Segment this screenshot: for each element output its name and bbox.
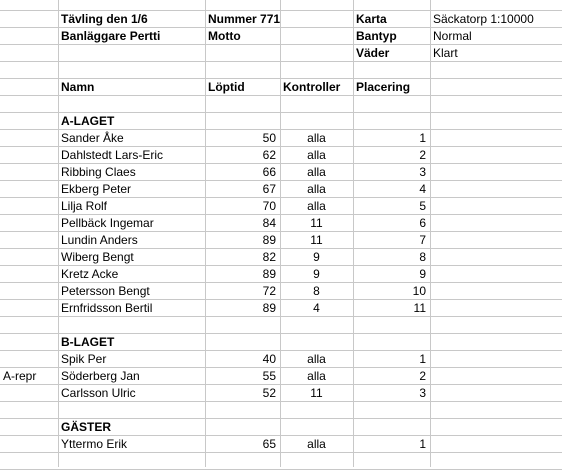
cell-runner-name[interactable]: Carlsson Ulric: [61, 386, 136, 400]
cell-loptid[interactable]: 72: [262, 284, 276, 298]
cell-loptid[interactable]: 50: [262, 131, 276, 145]
cell-loptid[interactable]: 84: [262, 216, 276, 230]
cell-note[interactable]: [0, 198, 58, 215]
cell-placering[interactable]: 6: [419, 216, 426, 230]
cell-loptid[interactable]: 40: [262, 352, 276, 366]
cell-runner-name[interactable]: Sander Åke: [61, 131, 124, 145]
cell-note[interactable]: [0, 249, 58, 266]
cell-loptid[interactable]: 52: [262, 386, 276, 400]
cell-kontroller[interactable]: alla: [307, 437, 326, 451]
cell-note[interactable]: [0, 351, 58, 368]
cell-vader-value[interactable]: Klart: [433, 46, 458, 60]
cell-tavling[interactable]: Tävling den 1/6: [61, 12, 148, 26]
cell-kontroller[interactable]: alla: [307, 199, 326, 213]
cell-runner-name[interactable]: Kretz Acke: [61, 267, 119, 281]
cell-kontroller[interactable]: 11: [310, 216, 323, 230]
column-header-loptid[interactable]: Löptid: [208, 80, 245, 94]
gridline-vertical: [430, 0, 431, 467]
cell-runner-name[interactable]: Yttermo Erik: [61, 437, 128, 451]
group-title[interactable]: B-LAGET: [61, 335, 115, 349]
cell-banlaggare[interactable]: Banläggare Pertti: [61, 29, 161, 43]
cell-loptid[interactable]: 89: [262, 267, 276, 281]
column-header-namn[interactable]: Namn: [61, 80, 95, 94]
cell-runner-name[interactable]: Dahlstedt Lars-Eric: [61, 148, 164, 162]
cell-note[interactable]: [0, 164, 58, 181]
group-title[interactable]: GÄSTER: [61, 420, 112, 434]
cell-kontroller[interactable]: alla: [307, 369, 326, 383]
cell-placering[interactable]: 5: [419, 199, 426, 213]
cell-placering[interactable]: 9: [419, 267, 426, 281]
cell-placering[interactable]: 1: [419, 131, 426, 145]
cell-note[interactable]: [0, 147, 58, 164]
cell-runner-name[interactable]: Ribbing Claes: [61, 165, 136, 179]
cell-note[interactable]: [0, 283, 58, 300]
cell-nummer[interactable]: Nummer 771: [208, 12, 281, 26]
cell-placering[interactable]: 7: [419, 233, 426, 247]
cell-loptid[interactable]: 70: [262, 199, 276, 213]
cell-bantyp-label[interactable]: Bantyp: [356, 29, 397, 43]
cell-kontroller[interactable]: 9: [313, 267, 320, 281]
cell-kontroller[interactable]: 8: [313, 284, 320, 298]
cell-placering[interactable]: 8: [419, 250, 426, 264]
cell-placering[interactable]: 2: [419, 369, 426, 383]
cell-runner-name[interactable]: Ernfridsson Bertil: [61, 301, 153, 315]
cell-kontroller[interactable]: alla: [307, 182, 326, 196]
cell-placering[interactable]: 10: [412, 284, 426, 298]
cell-kontroller[interactable]: 9: [313, 250, 320, 264]
cell-karta-label[interactable]: Karta: [356, 12, 387, 26]
cell-kontroller[interactable]: 11: [310, 233, 323, 247]
cell-motto[interactable]: Motto: [208, 29, 241, 43]
cell-placering[interactable]: 1: [419, 437, 426, 451]
cell-kontroller[interactable]: 4: [313, 301, 320, 315]
cell-loptid[interactable]: 62: [262, 148, 276, 162]
cell-note[interactable]: [0, 385, 58, 402]
cell-kontroller[interactable]: alla: [307, 131, 326, 145]
cell-loptid[interactable]: 67: [262, 182, 276, 196]
cell-runner-name[interactable]: Lilja Rolf: [61, 199, 108, 213]
cell-loptid[interactable]: 89: [262, 301, 276, 315]
column-header-placering[interactable]: Placering: [356, 80, 411, 94]
cell-runner-name[interactable]: Petersson Bengt: [61, 284, 150, 298]
cell-loptid[interactable]: 82: [262, 250, 276, 264]
cell-note[interactable]: [0, 215, 58, 232]
group-title[interactable]: A-LAGET: [61, 114, 115, 128]
cell-note[interactable]: [0, 266, 58, 283]
column-header-kontroller[interactable]: Kontroller: [283, 80, 341, 94]
cell-placering[interactable]: 3: [419, 386, 426, 400]
cell-karta-value[interactable]: Säckatorp 1:10000: [433, 12, 534, 26]
cell-placering[interactable]: 3: [419, 165, 426, 179]
cell-note[interactable]: [0, 436, 58, 453]
cell-runner-name[interactable]: Wiberg Bengt: [61, 250, 134, 264]
cell-note[interactable]: A-repr: [3, 369, 37, 383]
cell-kontroller[interactable]: alla: [307, 352, 326, 366]
cell-kontroller[interactable]: alla: [307, 165, 326, 179]
cell-runner-name[interactable]: Lundin Anders: [61, 233, 138, 247]
cell-loptid[interactable]: 55: [262, 369, 276, 383]
cell-note[interactable]: [0, 300, 58, 317]
cell-loptid[interactable]: 89: [262, 233, 276, 247]
cell-runner-name[interactable]: Spik Per: [61, 352, 107, 366]
cell-loptid[interactable]: 65: [262, 437, 276, 451]
cell-note[interactable]: [0, 130, 58, 147]
cell-placering[interactable]: 4: [419, 182, 426, 196]
cell-note[interactable]: [0, 232, 58, 249]
cell-runner-name[interactable]: Pellbäck Ingemar: [61, 216, 154, 230]
cell-placering[interactable]: 2: [419, 148, 426, 162]
cell-note[interactable]: [0, 181, 58, 198]
cell-loptid[interactable]: 66: [262, 165, 276, 179]
cell-placering[interactable]: 11: [413, 301, 426, 315]
cell-kontroller[interactable]: 11: [310, 386, 323, 400]
cell-runner-name[interactable]: Söderberg Jan: [61, 369, 140, 383]
cell-placering[interactable]: 1: [419, 352, 426, 366]
cell-bantyp-value[interactable]: Normal: [433, 29, 472, 43]
cell-runner-name[interactable]: Ekberg Peter: [61, 182, 132, 196]
cell-vader-label[interactable]: Väder: [356, 46, 390, 60]
cell-kontroller[interactable]: alla: [307, 148, 326, 162]
